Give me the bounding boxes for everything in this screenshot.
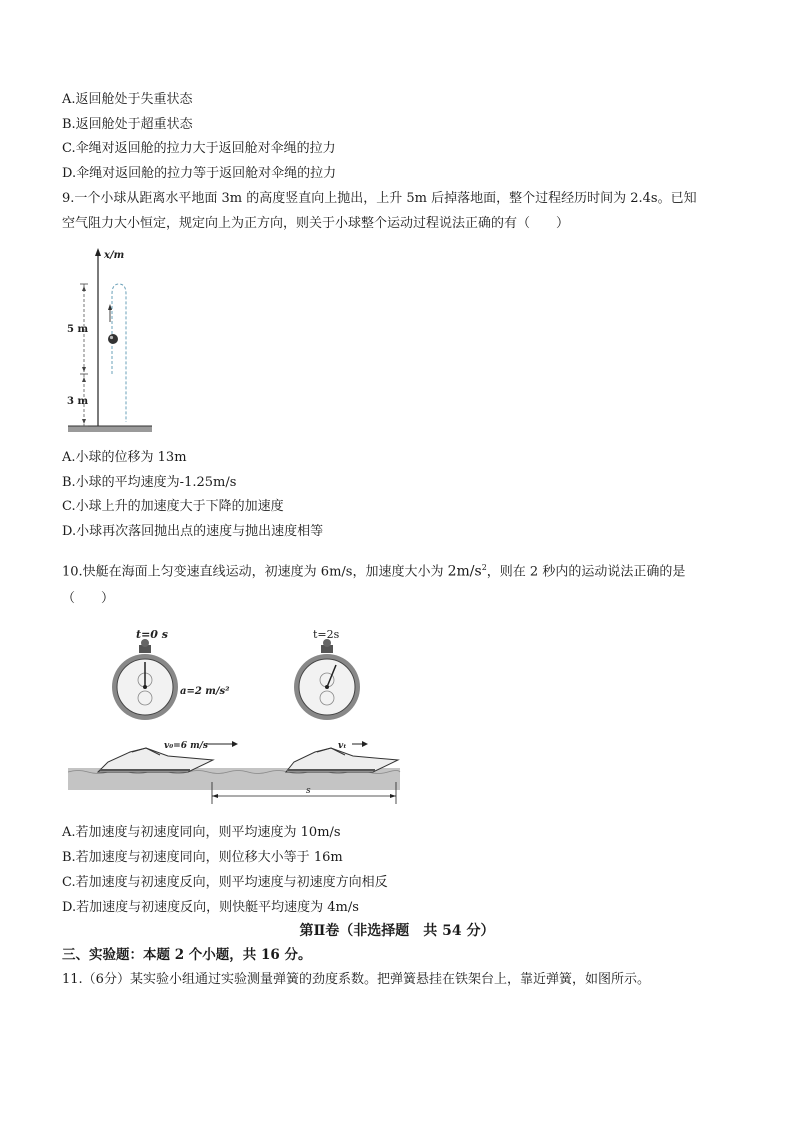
- q10-option-c: C.若加速度与初速度反向，则平均速度与初速度方向相反: [62, 875, 388, 890]
- speedboat-icon: [98, 748, 213, 772]
- q10-stem-line2: （ ）: [62, 591, 115, 606]
- section3-title: 三、实验题：本题 2 个小题，共 16 分。: [62, 947, 312, 963]
- q9-label-5m: 5 m: [67, 324, 89, 335]
- q10-accel-label: a=2 m/s²: [180, 686, 230, 697]
- speedboat-icon: [286, 748, 398, 772]
- q9-option-d: D.小球再次落回抛出点的速度与抛出速度相等: [62, 524, 324, 539]
- stopwatch-icon: [294, 639, 360, 720]
- q9-ball-trajectory-figure: [66, 246, 156, 438]
- q9-option-a: A.小球的位移为 13m: [62, 450, 187, 465]
- q9-stem-line2: 空气阻力大小恒定，规定向上为正方向，则关于小球整个运动过程说法正确的有（ ）: [62, 216, 570, 231]
- q8-option-c: C.伞绳对返回舱的拉力大于返回舱对伞绳的拉力: [62, 141, 336, 156]
- q9-stem-line1: 9.一个小球从距离水平地面 3m 的高度竖直向上抛出，上升 5m 后掉落地面，整个过程经历时间为 2.4s。已知: [62, 191, 697, 206]
- q8-option-b: B.返回舱处于超重状态: [62, 117, 193, 132]
- q10-stem-accel: 2m/s: [447, 563, 482, 580]
- q10-vt-label: vₜ: [338, 741, 347, 751]
- q10-v0-label: v₀=6 m/s: [164, 741, 208, 751]
- q10-stem-accel-exp: 2: [481, 563, 487, 572]
- q10-s-label: s: [306, 786, 311, 796]
- q9-axis-label: x/m: [104, 250, 125, 261]
- q8-option-d: D.伞绳对返回舱的拉力等于返回舱对伞绳的拉力: [62, 166, 337, 181]
- q10-speedboat-figure: [68, 622, 408, 812]
- q10-option-b: B.若加速度与初速度同向，则位移大小等于 16m: [62, 850, 343, 865]
- q10-stem-pre: 10.快艇在海面上匀变速直线运动，初速度为 6m/s，加速度大小为: [62, 564, 448, 580]
- q9-option-c: C.小球上升的加速度大于下降的加速度: [62, 499, 284, 514]
- q10-stem-line1: [62, 559, 685, 581]
- part2-title: 第Ⅱ卷（非选择题 共 54 分）: [299, 923, 495, 939]
- q10-stem-post: ，则在 2 秒内的运动说法正确的是: [486, 564, 686, 580]
- q10-t2-label: t=2s: [313, 628, 340, 641]
- q9-label-3m: 3 m: [67, 396, 89, 407]
- q10-option-d: D.若加速度与初速度反向，则快艇平均速度为 4m/s: [62, 900, 359, 915]
- q9-option-b: B.小球的平均速度为-1.25m/s: [62, 475, 237, 490]
- q11-stem: 11.（6分）某实验小组通过实验测量弹簧的劲度系数。把弹簧悬挂在铁架台上，靠近弹簧，如图所示。: [62, 972, 650, 987]
- stopwatch-icon: [112, 639, 178, 720]
- q8-option-a: A.返回舱处于失重状态: [62, 92, 193, 107]
- q10-option-a: A.若加速度与初速度同向，则平均速度为 10m/s: [62, 825, 341, 840]
- q10-t0-label: t=0 s: [136, 628, 168, 641]
